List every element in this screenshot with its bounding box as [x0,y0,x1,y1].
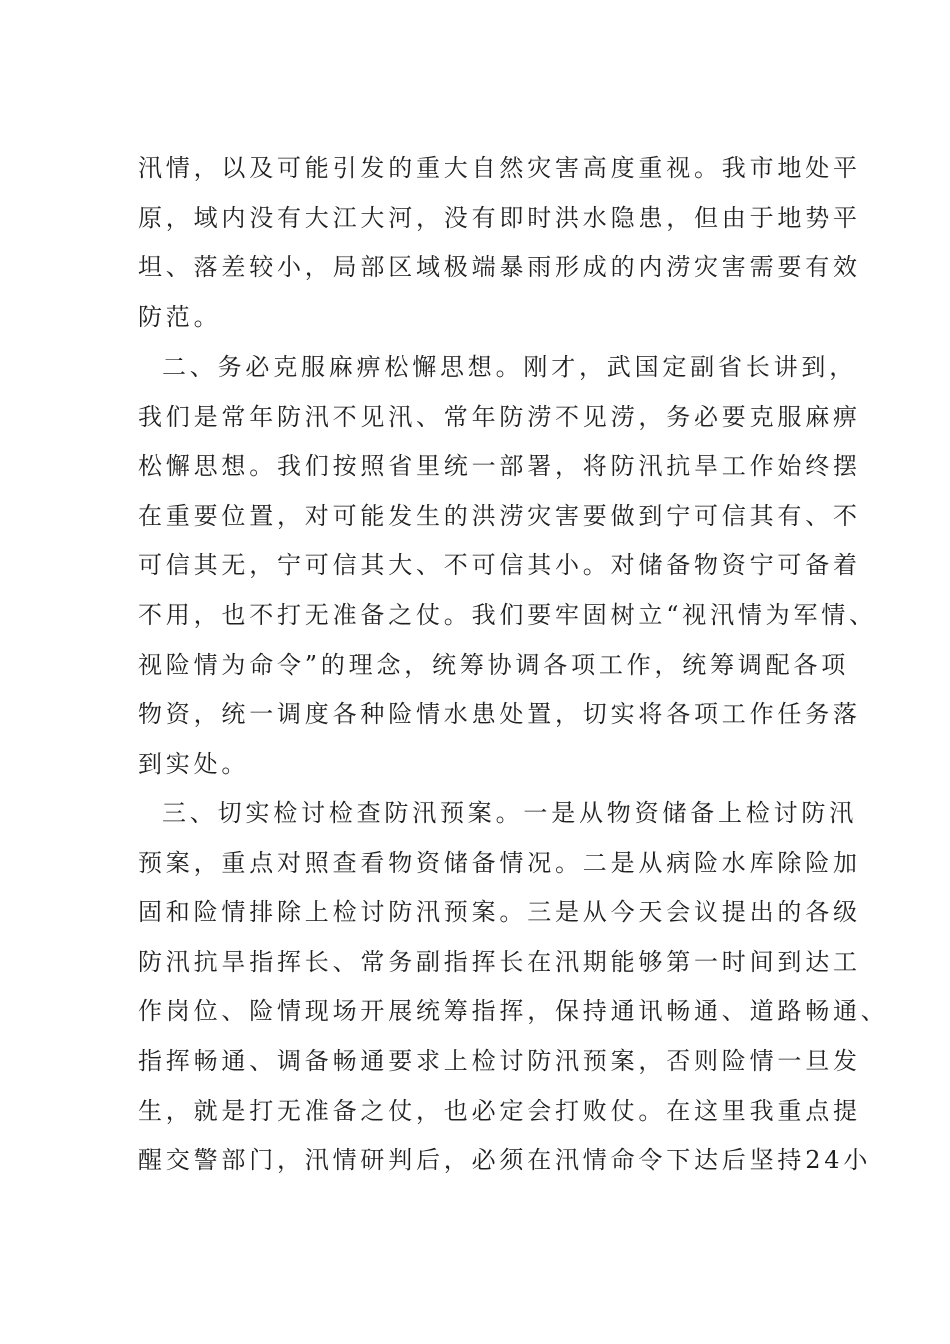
paragraph-line: 固和险情排除上检讨防汛预案。三是从今天会议提出的各级 [138,898,861,927]
paragraph-line: 原，域内没有大江大河，没有即时洪水隐患，但由于地势平 [138,203,861,232]
paragraph-line: 视险情为命令”的理念，统筹协调各项工作，统筹调配各项 [138,650,850,679]
paragraph-line: 生，就是打无准备之仗，也必定会打败仗。在这里我重点提 [138,1096,861,1125]
paragraph-line: 预案，重点对照查看物资储备情况。二是从病险水库除险加 [138,848,861,877]
paragraph-heading-line: 二、务必克服麻痹松懈思想。刚才，武国定副省长讲到， [162,353,857,381]
paragraph-line: 我们是常年防汛不见汛、常年防涝不见涝，务必要克服麻痹 [138,402,861,431]
paragraph-line: 防范。 [138,302,222,331]
paragraph-2 [138,343,877,789]
paragraph-line: 指挥畅通、调备畅通要求上检讨防汛预案，否则险情一旦发 [138,1046,861,1075]
paragraph-line: 防汛抗旱指挥长、常务副指挥长在汛期能够第一时间到达工 [138,947,861,976]
paragraph-1 [138,144,861,342]
paragraph-line: 作岗位、险情现场开展统筹指挥，保持通讯畅通、道路畅通、 [138,997,889,1026]
paragraph-line: 坦、落差较小，局部区域极端暴雨形成的内涝灾害需要有效 [138,253,861,282]
paragraph-line: 醒交警部门，汛情研判后，必须在汛情命令下达后坚持24小 [138,1146,872,1175]
paragraph-line: 物资，统一调度各种险情水患处置，切实将各项工作任务落 [138,700,861,729]
paragraph-3 [138,789,889,1186]
paragraph-line: 在重要位置，对可能发生的洪涝灾害要做到宁可信其有、不 [138,501,861,530]
paragraph-heading-line: 三、切实检讨检查防汛预案。一是从物资储备上检讨防汛 [162,799,857,827]
paragraph-line: 汛情，以及可能引发的重大自然灾害高度重视。我市地处平 [138,154,861,182]
paragraph-line: 不用，也不打无准备之仗。我们要牢固树立“视汛情为军情、 [138,600,877,629]
paragraph-line: 可信其无，宁可信其大、不可信其小。对储备物资宁可备着 [138,551,861,580]
paragraph-line: 到实处。 [138,749,250,778]
paragraph-line: 松懈思想。我们按照省里统一部署，将防汛抗旱工作始终摆 [138,452,861,481]
